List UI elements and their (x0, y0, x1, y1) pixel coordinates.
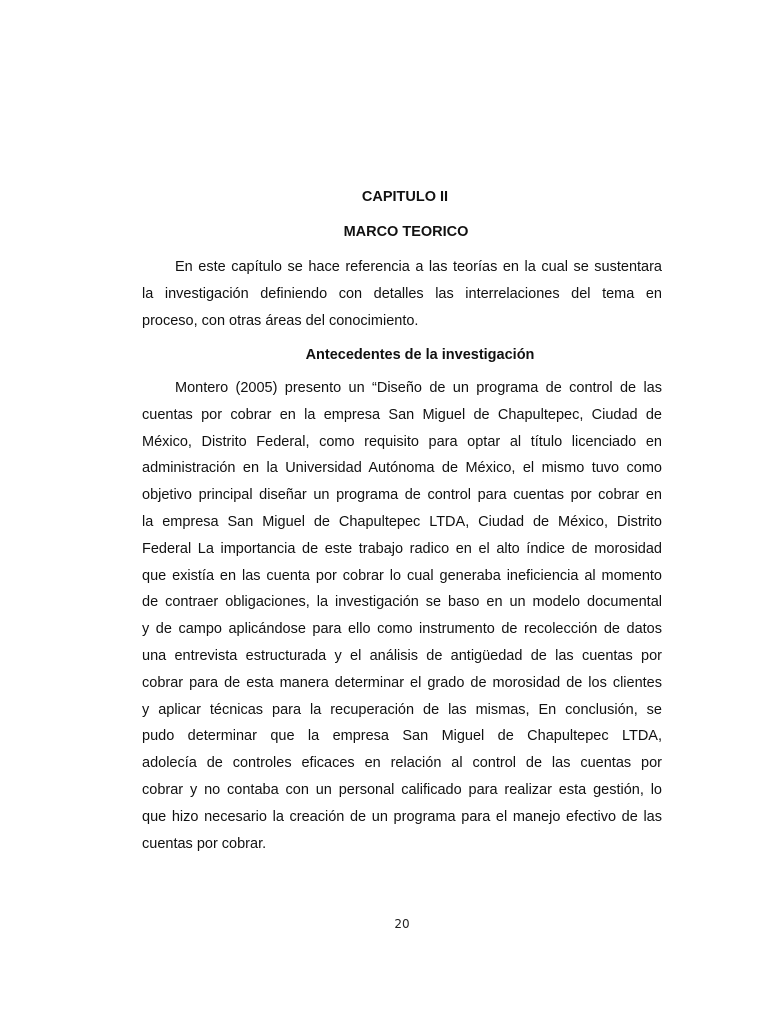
subsection-title: Antecedentes de la investigación (305, 347, 535, 363)
paragraph-line: y aplicar técnicas para la recuperación de las mismas, En conclusión, se (142, 701, 662, 718)
paragraph-line: una entrevista estructurada y el análisis de antigüedad de las cuentas por (142, 647, 662, 664)
paragraph-line: y de campo aplicándose para ello como instrumento de recolección de datos (142, 621, 662, 638)
section-title: MARCO TEORICO (343, 224, 469, 240)
paragraph-line: que hizo necesario la creación de un programa para el manejo efectivo de las (142, 808, 662, 825)
paragraph-line: la empresa San Miguel de Chapultepec LTDA, Ciudad de México, Distrito (142, 513, 662, 530)
paragraph-line: de contraer obligaciones, la investigación se baso en un modelo documental (142, 594, 662, 611)
paragraph-line: En este capítulo se hace referencia a las teorías en la cual se sustentara (175, 259, 662, 275)
intro-paragraph (142, 254, 662, 334)
paragraph-line: adolecía de controles eficaces en relación al control de las cuentas por (142, 755, 662, 772)
paragraph-line: cobrar para de esta manera determinar el grado de morosidad de los clientes (142, 674, 662, 691)
paragraph-line: pudo determinar que la empresa San Miguel de Chapultepec LTDA, (142, 728, 662, 745)
chapter-heading: CAPITULO II (361, 189, 449, 205)
body-paragraph (142, 375, 662, 857)
paragraph-line: México, Distrito Federal, como requisito para optar al título licenciado en (142, 433, 662, 450)
paragraph-line: que existía en las cuenta por cobrar lo cual generaba ineficiencia al momento (142, 567, 662, 584)
paragraph-line: administración en la Universidad Autónoma de México, el mismo tuvo como (142, 460, 662, 477)
paragraph-line: proceso, con otras áreas del conocimiento. (142, 312, 419, 329)
paragraph-line: cobrar y no contaba con un personal calificado para realizar esta gestión, lo (142, 781, 662, 798)
page-number: 20 (394, 917, 410, 931)
paragraph-line: cuentas por cobrar. (142, 835, 267, 852)
paragraph-line: Federal La importancia de este trabajo radico en el alto índice de morosidad (142, 540, 662, 557)
paragraph-line: objetivo principal diseñar un programa de control para cuentas por cobrar en (142, 487, 662, 504)
paragraph-line: la investigación definiendo con detalles las interrelaciones del tema en (142, 285, 662, 302)
paragraph-line: Montero (2005) presento un “Diseño de un programa de control de las (175, 380, 662, 396)
paragraph-line: cuentas por cobrar en la empresa San Miguel de Chapultepec, Ciudad de (142, 406, 662, 423)
